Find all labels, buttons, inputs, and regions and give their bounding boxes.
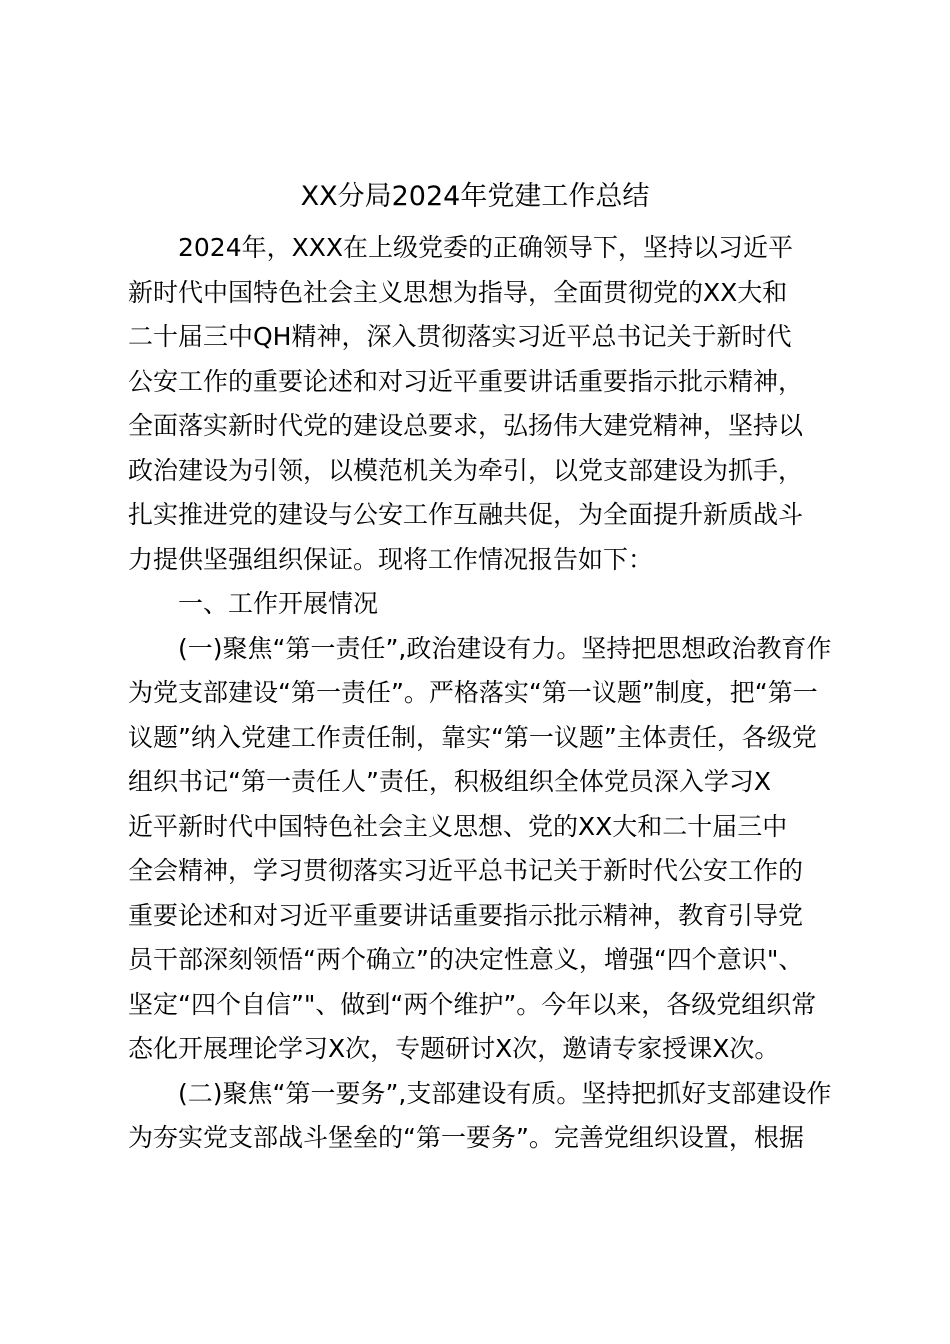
body-line: 力提供坚强组织保证。现将工作情况报告如下：	[128, 544, 654, 574]
body-line: 重要论述和对习近平重要讲话重要指示批示精神，教育引导党	[128, 900, 804, 930]
body-line: 二十届三中QH精神，深入贯彻落实习近平总书记关于新时代	[128, 322, 792, 351]
body-line: 为党支部建设“第一责任”。严格落实“第一议题”制度，把“第一	[128, 678, 818, 707]
body-line: 为夯实党支部战斗堡垒的“第一要务”。完善党组织设置，根据	[128, 1123, 804, 1152]
body-line: 坚定“四个自信”"、做到“两个维护”。今年以来，各级党组织常	[128, 989, 817, 1019]
body-line: 近平新时代中国特色社会主义思想、党的XX大和二十届三中	[128, 811, 788, 841]
body-line: 组织书记“第一责任人”责任，积极组织全体党员深入学习X	[128, 767, 772, 796]
body-line: 全面落实新时代党的建设总要求，弘扬伟大建党精神，坚持以	[128, 411, 804, 440]
body-line: 2024年，XXX在上级党委的正确领导下，坚持以习近平	[178, 233, 794, 262]
body-line: 议题”纳入党建工作责任制，靠实“第一议题”主体责任，各级党	[128, 722, 817, 752]
body-line: 新时代中国特色社会主义思想为指导，全面贯彻党的XX大和	[128, 277, 788, 307]
body-line: 公安工作的重要论述和对习近平重要讲话重要指示批示精神，	[128, 366, 804, 396]
body-line: 全会精神，学习贯彻落实习近平总书记关于新时代公安工作的	[128, 856, 804, 885]
document-title: XX分局2024年党建工作总结	[300, 181, 650, 212]
body-line: 扎实推进党的建设与公安工作互融共促，为全面提升新质战斗	[128, 500, 804, 529]
body-line: 员干部深刻领悟“两个确立”的决定性意义，增强“四个意识"、	[128, 945, 804, 974]
document-body	[128, 226, 848, 1161]
section-heading: 一、工作开展情况	[178, 589, 379, 618]
subsection-line: (一)聚焦“第一责任”,政治建设有力。坚持把思想政治教育作	[178, 633, 832, 663]
subsection-line: (二)聚焦“第一要务”,支部建设有质。坚持把抓好支部建设作	[178, 1078, 832, 1108]
body-line: 态化开展理论学习X次，专题研讨X次，邀请专家授课X次。	[128, 1034, 780, 1063]
body-line: 政治建设为引领，以模范机关为牵引，以党支部建设为抓手，	[128, 455, 804, 485]
